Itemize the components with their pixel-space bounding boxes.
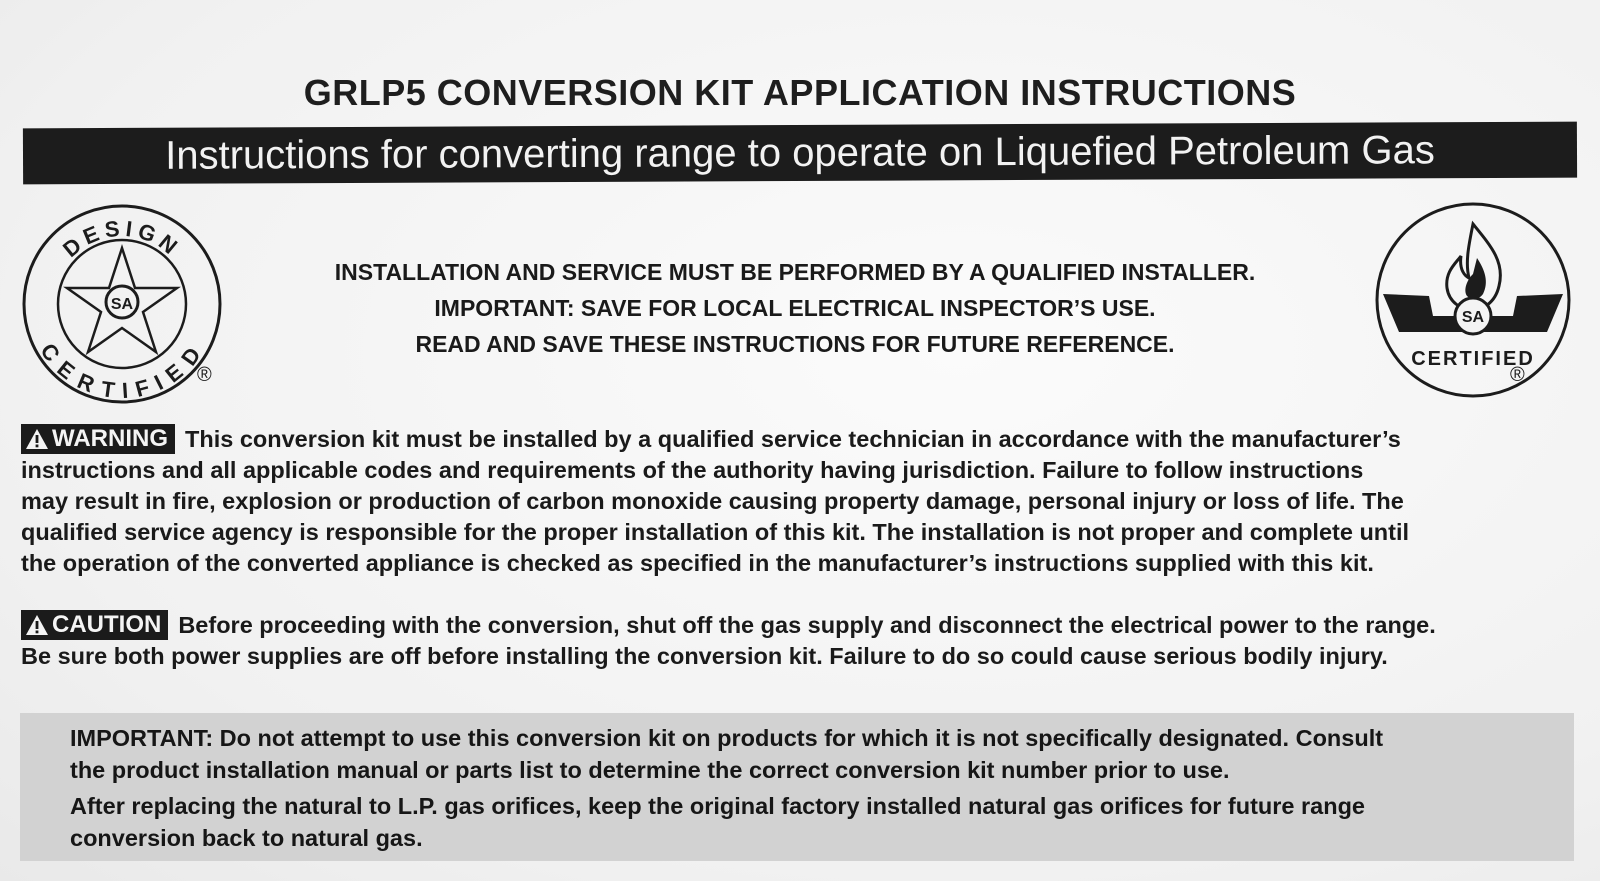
page-title: GRLP5 CONVERSION KIT APPLICATION INSTRUCTIONS [303,72,1297,113]
notice-line-3: READ AND SAVE THESE INSTRUCTIONS FOR FUTURE REFERENCE. [415,331,1175,357]
important-line-3: After replacing the natural to L.P. gas orifices, keep the original factory installed natural gas orifices for future range [70,793,1365,819]
important-text [70,722,1550,854]
warning-triangle-icon [25,428,49,450]
registered-mark-right: ® [1510,364,1525,386]
warning-line-1 [21,424,1566,455]
flame-certified-seal-icon [1373,200,1573,404]
design-certified-star-seal-icon [20,202,224,406]
warning-paragraph [21,424,1566,579]
logo-right-label: CERTIFIED [1411,348,1535,370]
caution-paragraph [21,610,1566,672]
caution-label-text: CAUTION [52,611,162,638]
notice-line-2: IMPORTANT: SAVE FOR LOCAL ELECTRICAL INSPECTOR’S USE. [434,295,1156,321]
important-line-2: the product installation manual or parts list to determine the correct conversion kit number prior to use. [70,757,1230,783]
installer-notice [250,254,1340,362]
warning-text-1: This conversion kit must be installed by a qualified service technician in accordance with the manufacturer’s [185,426,1401,452]
warning-label [21,424,175,454]
important-line-4: conversion back to natural gas. [70,825,423,851]
svg-text:DESIGN [58,215,186,262]
important-line-1: IMPORTANT: Do not attempt to use this conversion kit on products for which it is not specifically designated. Consult [70,725,1384,751]
warning-text-5: the operation of the converted appliance is checked as specified in the manufacturer’s instructions supplied with this kit. [21,550,1374,576]
design-certified-logo [20,202,224,406]
subtitle-banner: Instructions for converting range to operate on Liquefied Petroleum Gas [23,122,1577,185]
svg-text:CERTIFIED [35,339,208,404]
caution-triangle-icon [25,614,49,636]
warning-text-2: instructions and all applicable codes and requirements of the authority having jurisdiction. Failure to follow instructions [21,457,1364,483]
logo-bottom-text: CERTIFIED [35,338,209,404]
registered-mark-left: ® [197,364,212,386]
warning-label-text: WARNING [52,425,168,452]
caution-line-1 [21,610,1566,641]
certified-flame-logo [1373,200,1573,404]
warning-text-4: qualified service agency is responsible for the proper installation of this kit. The installation is not proper and complete until [21,519,1410,545]
caution-text-1: Before proceeding with the conversion, shut off the gas supply and disconnect the electrical power to the range. [178,612,1436,638]
logo-center-text: SA [110,296,134,313]
notice-line-1: INSTALLATION AND SERVICE MUST BE PERFORMED BY A QUALIFIED INSTALLER. [334,259,1256,285]
caution-label [21,610,168,640]
logo-top-text: DESIGN [58,215,186,262]
logo-right-center-text: SA [1461,309,1485,326]
warning-text-3: may result in fire, explosion or production of carbon monoxide causing property damage, personal injury or loss of life. The [21,488,1404,514]
caution-text-2: Be sure both power supplies are off before installing the conversion kit. Failure to do so could cause serious bodily injury. [21,643,1388,669]
